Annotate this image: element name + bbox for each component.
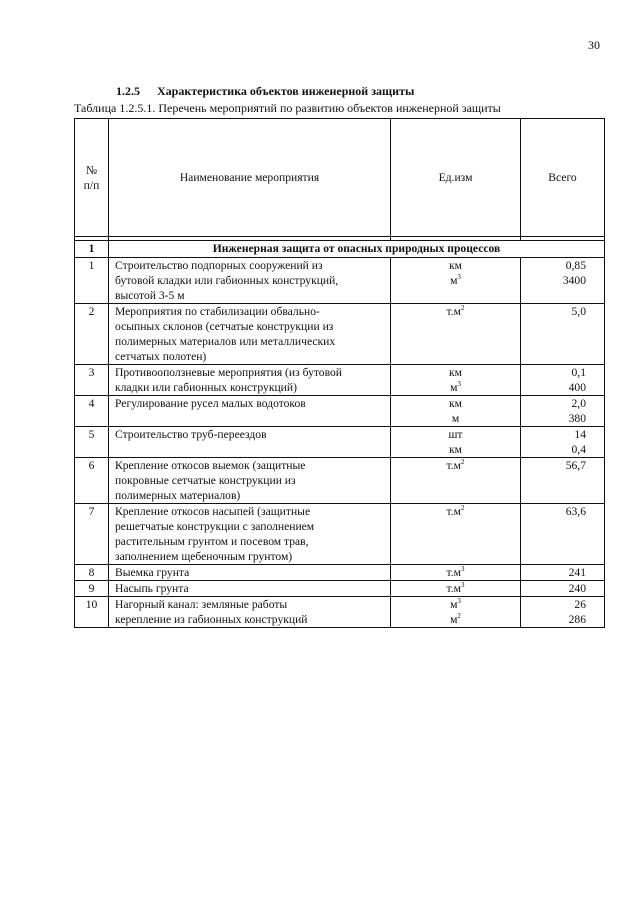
row-number: 6 xyxy=(75,458,109,504)
unit-base: м xyxy=(450,613,458,626)
row-total xyxy=(521,565,605,581)
unit-line xyxy=(391,581,520,596)
measure-name-line: Крепление откосов насыпей (защитные xyxy=(115,505,311,518)
row-number: 9 xyxy=(75,581,109,597)
unit-line xyxy=(391,380,520,395)
row-measure-name xyxy=(109,304,391,365)
row-total xyxy=(521,597,605,628)
unit-line xyxy=(391,258,520,273)
measure-name-line: полимерных материалов) xyxy=(115,489,241,502)
unit-base: м xyxy=(450,381,458,394)
unit-exponent: 2 xyxy=(460,458,465,466)
row-measure-name xyxy=(109,504,391,565)
row-measure-name xyxy=(109,427,391,458)
table-row xyxy=(75,504,605,565)
row-unit xyxy=(391,504,521,565)
group-number: 1 xyxy=(75,241,109,258)
total-value: 63,6 xyxy=(565,505,586,518)
row-unit xyxy=(391,396,521,427)
measure-name-line: заполнением щебеночным грунтом) xyxy=(115,550,293,563)
table-row xyxy=(75,258,605,304)
measure-name-line: растительным грунтом и посевом трав, xyxy=(115,535,309,548)
section-number: 1.2.5 xyxy=(116,84,140,98)
table-row xyxy=(75,565,605,581)
row-unit xyxy=(391,304,521,365)
total-value: 241 xyxy=(568,566,586,579)
table-row xyxy=(75,581,605,597)
measures-table xyxy=(74,118,605,628)
row-measure-name xyxy=(109,597,391,628)
unit-line xyxy=(391,612,520,627)
unit-exponent: 2 xyxy=(460,504,465,512)
total-value: 26 xyxy=(574,598,586,611)
measure-name-line: высотой 3-5 м xyxy=(115,289,185,302)
row-total xyxy=(521,258,605,304)
row-measure-name xyxy=(109,396,391,427)
unit-base: м xyxy=(450,274,458,287)
unit-base: т.м xyxy=(446,459,461,472)
row-total xyxy=(521,458,605,504)
header-num xyxy=(75,119,109,237)
measure-name-line: решетчатые конструкции с заполнением xyxy=(115,520,315,533)
unit-line xyxy=(391,411,520,426)
row-unit xyxy=(391,258,521,304)
unit-line xyxy=(391,304,520,319)
row-number: 1 xyxy=(75,258,109,304)
header-num-line2: п/п xyxy=(83,178,100,192)
header-name: Наименование мероприятия xyxy=(109,119,391,237)
unit-line xyxy=(391,442,520,457)
measure-name-line: Строительство подпорных сооружений из xyxy=(115,259,323,272)
row-number: 10 xyxy=(75,597,109,628)
total-value: 400 xyxy=(568,381,586,394)
row-number: 4 xyxy=(75,396,109,427)
table-row xyxy=(75,597,605,628)
row-unit xyxy=(391,581,521,597)
measure-name-line: Противооползневые мероприятия (из бутовой xyxy=(115,366,342,379)
row-unit xyxy=(391,565,521,581)
unit-line xyxy=(391,273,520,288)
table-header-row xyxy=(75,119,605,237)
row-total xyxy=(521,427,605,458)
total-value: 0,85 xyxy=(565,259,586,272)
header-num-line1: № xyxy=(85,163,98,177)
header-total: Всего xyxy=(521,119,605,237)
unit-line xyxy=(391,597,520,612)
unit-line xyxy=(391,365,520,380)
row-total xyxy=(521,304,605,365)
measure-name-line: Насыпь грунта xyxy=(115,582,189,595)
unit-base: км xyxy=(449,397,462,410)
row-unit xyxy=(391,597,521,628)
row-measure-name xyxy=(109,565,391,581)
row-number: 3 xyxy=(75,365,109,396)
total-value: 2,0 xyxy=(571,397,586,410)
unit-base: м xyxy=(451,412,460,425)
unit-base: т.м xyxy=(446,582,461,595)
section-title: Характеристика объектов инженерной защиты xyxy=(157,84,415,98)
measure-name-line: осыпных склонов (сетчатые конструкции из xyxy=(115,320,334,333)
row-total xyxy=(521,365,605,396)
measure-name-line: полимерных материалов или металлических xyxy=(115,335,336,348)
unit-line xyxy=(391,396,520,411)
unit-base: шт xyxy=(448,428,463,441)
total-value: 380 xyxy=(568,412,586,425)
measure-name-line: сетчатых полотен) xyxy=(115,350,207,363)
table-row xyxy=(75,304,605,365)
group-row xyxy=(75,241,605,258)
row-number: 8 xyxy=(75,565,109,581)
measure-name-line: Регулирование русел малых водотоков xyxy=(115,397,306,410)
unit-base: т.м xyxy=(446,566,461,579)
table-row xyxy=(75,427,605,458)
row-unit xyxy=(391,365,521,396)
unit-exponent: 2 xyxy=(460,304,465,312)
measure-name-line: Строительство труб-переездов xyxy=(115,428,267,441)
unit-line xyxy=(391,565,520,580)
measure-name-line: Мероприятия по стабилизации обвально- xyxy=(115,305,320,318)
unit-base: т.м xyxy=(446,505,461,518)
measure-name-line: керепление из габионных конструкций xyxy=(115,613,308,626)
row-total xyxy=(521,396,605,427)
unit-base: км xyxy=(449,443,462,456)
total-value: 56,7 xyxy=(565,459,586,472)
unit-base: м xyxy=(450,598,458,611)
row-measure-name xyxy=(109,581,391,597)
measure-name-line: бутовой кладки или габионных конструкций, xyxy=(115,274,339,287)
section-heading xyxy=(116,84,414,99)
measure-name-line: Крепление откосов выемок (защитные xyxy=(115,459,306,472)
unit-base: км xyxy=(449,366,462,379)
row-number: 7 xyxy=(75,504,109,565)
measure-name-line: Выемка грунта xyxy=(115,566,190,579)
total-value: 5,0 xyxy=(571,305,586,318)
unit-base: т.м xyxy=(446,305,461,318)
total-value: 14 xyxy=(574,428,586,441)
total-value: 0,1 xyxy=(571,366,586,379)
unit-exponent: 3 xyxy=(460,581,465,589)
unit-line xyxy=(391,458,520,473)
row-total xyxy=(521,504,605,565)
total-value: 240 xyxy=(568,582,586,595)
row-measure-name xyxy=(109,458,391,504)
group-title: Инженерная защита от опасных природных процессов xyxy=(109,241,605,258)
row-number: 5 xyxy=(75,427,109,458)
total-value: 3400 xyxy=(562,274,586,287)
table-row xyxy=(75,458,605,504)
unit-line xyxy=(391,427,520,442)
page-number: 30 xyxy=(588,38,600,52)
total-value: 286 xyxy=(568,613,586,626)
measure-name-line: кладки или габионных конструкций) xyxy=(115,381,297,394)
total-value: 0,4 xyxy=(571,443,586,456)
unit-exponent: 2 xyxy=(457,612,461,620)
row-measure-name xyxy=(109,258,391,304)
unit-line xyxy=(391,504,520,519)
unit-exponent: 3 xyxy=(457,597,461,605)
row-measure-name xyxy=(109,365,391,396)
row-total xyxy=(521,581,605,597)
unit-exponent: 3 xyxy=(457,380,461,388)
row-number: 2 xyxy=(75,304,109,365)
row-unit xyxy=(391,427,521,458)
unit-exponent: 3 xyxy=(457,273,461,281)
measure-name-line: Нагорный канал: земляные работы xyxy=(115,598,288,611)
table-caption: Таблица 1.2.5.1. Перечень мероприятий по развитию объектов инженерной защиты xyxy=(74,101,501,115)
measure-name-line: покровные сетчатые конструкции из xyxy=(115,474,296,487)
unit-exponent: 3 xyxy=(460,565,465,573)
table-row xyxy=(75,365,605,396)
unit-base: км xyxy=(449,259,462,272)
table-row xyxy=(75,396,605,427)
row-unit xyxy=(391,458,521,504)
header-unit: Ед.изм xyxy=(391,119,521,237)
